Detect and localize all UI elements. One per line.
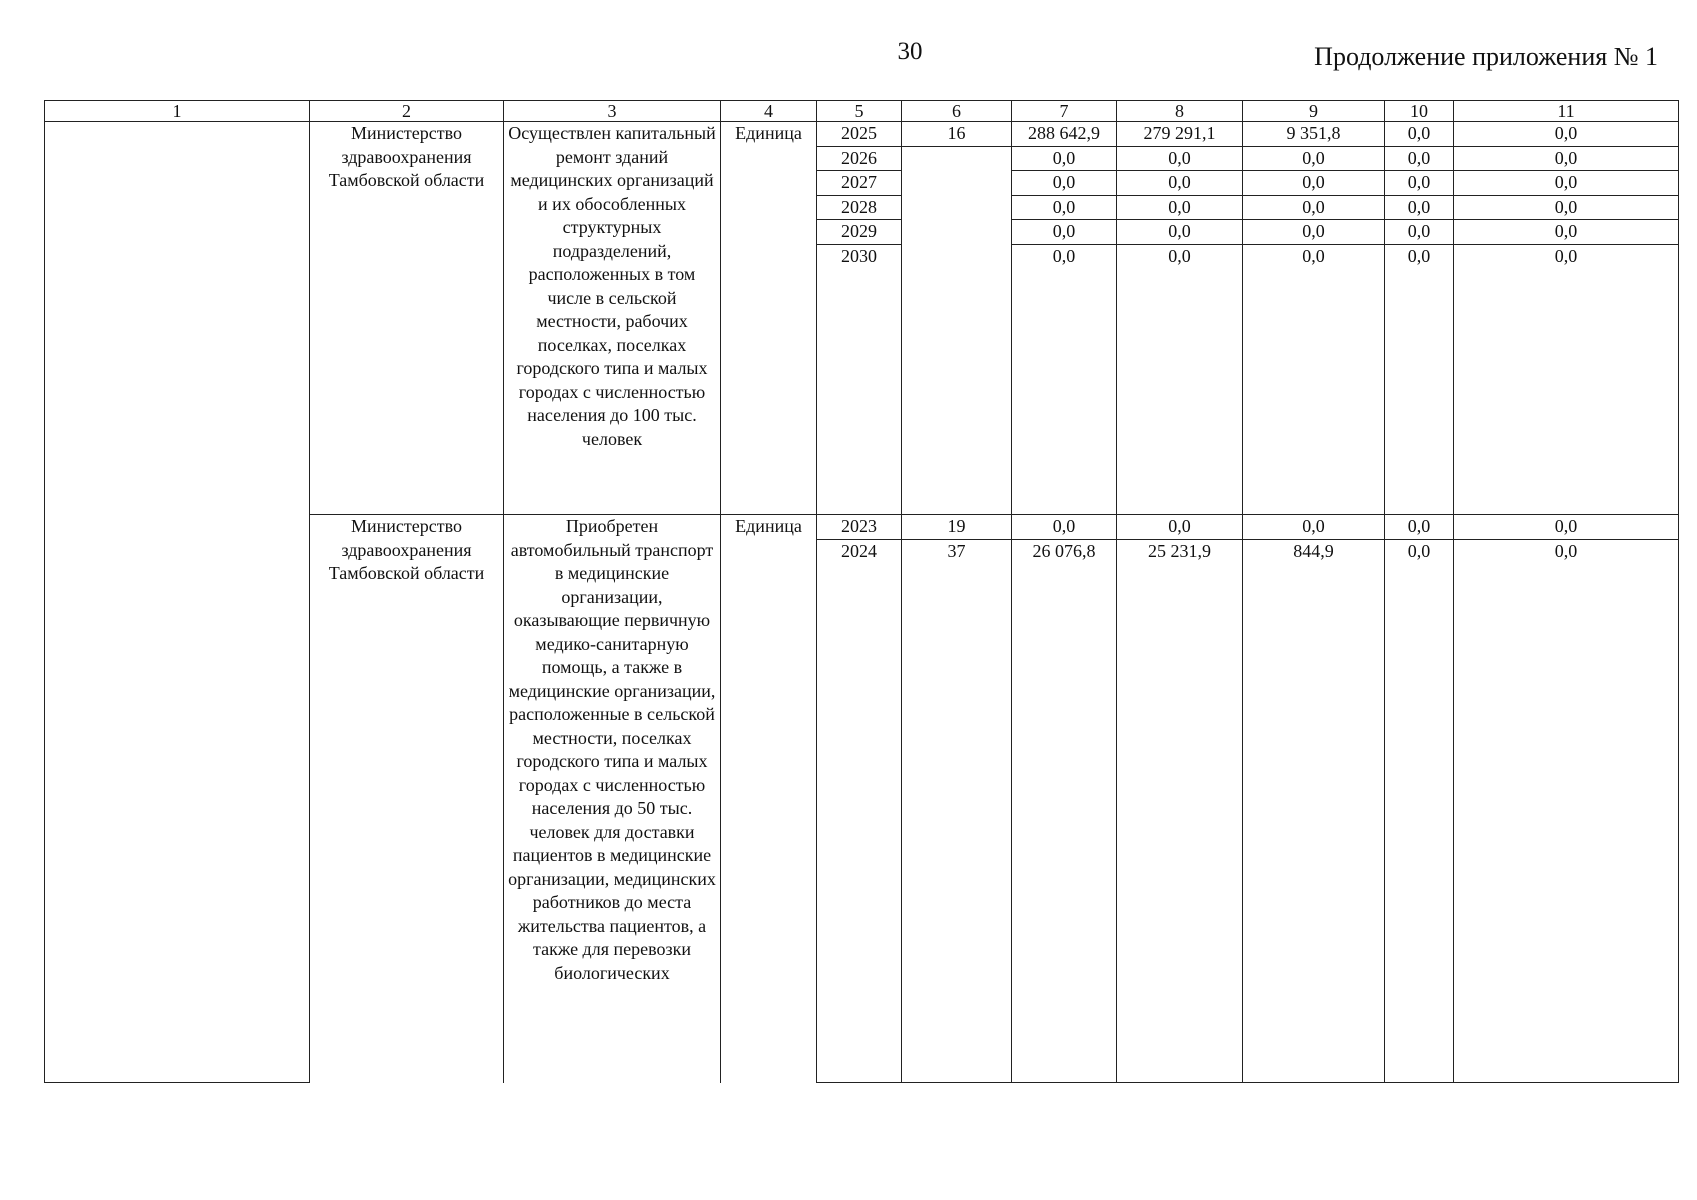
federal-cell: 0,0 bbox=[1117, 195, 1243, 220]
column-header: 11 bbox=[1454, 101, 1679, 122]
column-header: 5 bbox=[817, 101, 902, 122]
total-cell: 0,0 bbox=[1012, 244, 1117, 268]
other-cell: 0,0 bbox=[1454, 220, 1679, 245]
column-number-row bbox=[45, 101, 1679, 122]
total-cell: 26 076,8 bbox=[1012, 539, 1117, 563]
filler-cell bbox=[1012, 563, 1117, 1082]
filler-cell bbox=[902, 268, 1012, 515]
year-cell: 2028 bbox=[817, 195, 902, 220]
other-cell: 0,0 bbox=[1454, 171, 1679, 196]
regional-cell: 0,0 bbox=[1243, 244, 1385, 268]
total-cell: 0,0 bbox=[1012, 171, 1117, 196]
municipal-cell: 0,0 bbox=[1385, 171, 1454, 196]
column-header: 10 bbox=[1385, 101, 1454, 122]
regional-cell: 0,0 bbox=[1243, 146, 1385, 171]
column-header: 4 bbox=[721, 101, 817, 122]
description-cell: Приобретен автомобильный транспорт в медицинские организации, оказывающие первичную медико-санитарную помощь, а также в медицинские организации, расположенные в сельской местности, поселках городского типа и малых городах с численностью населения до 50 тыс. человек для доставки пациентов в медицинские организации, медицинских работников до места жительства пациентов, а также для перевозки биологических bbox=[504, 515, 721, 1083]
other-cell: 0,0 bbox=[1454, 539, 1679, 563]
bottom-edge-cell bbox=[1454, 1082, 1679, 1083]
filler-cell bbox=[1385, 268, 1454, 515]
table-row bbox=[45, 122, 1679, 147]
year-cell: 2024 bbox=[817, 539, 902, 563]
organization-cell: Министерство здравоохранения Тамбовской области bbox=[310, 515, 504, 1083]
filler-cell bbox=[1454, 563, 1679, 1082]
column-header: 7 bbox=[1012, 101, 1117, 122]
municipal-cell: 0,0 bbox=[1385, 539, 1454, 563]
filler-cell bbox=[1117, 268, 1243, 515]
quantity-cell: 16 bbox=[902, 122, 1012, 147]
description-cell: Осуществлен капитальный ремонт зданий медицинских организаций и их обособленных структурных подразделений, расположенных в том числе в сельской местности, рабочих поселках, поселках городского типа и малых городах с численностью населения до 100 тыс. человек bbox=[504, 122, 721, 515]
regional-cell: 0,0 bbox=[1243, 220, 1385, 245]
filler-cell bbox=[1454, 268, 1679, 515]
municipal-cell: 0,0 bbox=[1385, 195, 1454, 220]
federal-cell: 0,0 bbox=[1117, 220, 1243, 245]
column-header: 6 bbox=[902, 101, 1012, 122]
other-cell: 0,0 bbox=[1454, 244, 1679, 268]
filler-cell bbox=[1117, 563, 1243, 1082]
quantity-cell: 19 bbox=[902, 515, 1012, 540]
total-cell: 0,0 bbox=[1012, 220, 1117, 245]
bottom-edge-cell bbox=[902, 1082, 1012, 1083]
federal-cell: 0,0 bbox=[1117, 146, 1243, 171]
filler-cell bbox=[1243, 563, 1385, 1082]
total-cell: 0,0 bbox=[1012, 195, 1117, 220]
federal-cell: 0,0 bbox=[1117, 171, 1243, 196]
federal-cell: 25 231,9 bbox=[1117, 539, 1243, 563]
filler-cell bbox=[1012, 268, 1117, 515]
federal-cell: 0,0 bbox=[1117, 244, 1243, 268]
quantity-cell: 37 bbox=[902, 539, 1012, 563]
continuation-title: Продолжение приложения № 1 bbox=[1314, 42, 1658, 71]
filler-cell bbox=[1385, 563, 1454, 1082]
total-cell: 0,0 bbox=[1012, 515, 1117, 540]
municipal-cell: 0,0 bbox=[1385, 146, 1454, 171]
year-cell: 2023 bbox=[817, 515, 902, 540]
year-cell: 2026 bbox=[817, 146, 902, 171]
total-cell: 288 642,9 bbox=[1012, 122, 1117, 147]
federal-cell: 279 291,1 bbox=[1117, 122, 1243, 147]
filler-cell bbox=[902, 563, 1012, 1082]
total-cell: 0,0 bbox=[1012, 146, 1117, 171]
year-cell: 2025 bbox=[817, 122, 902, 147]
row-group-cell bbox=[45, 122, 310, 1083]
page-number: 30 bbox=[897, 38, 923, 65]
regional-cell: 844,9 bbox=[1243, 539, 1385, 563]
organization-cell: Министерство здравоохранения Тамбовской области bbox=[310, 122, 504, 515]
federal-cell: 0,0 bbox=[1117, 515, 1243, 540]
filler-cell bbox=[1243, 268, 1385, 515]
column-header: 8 bbox=[1117, 101, 1243, 122]
column-header: 3 bbox=[504, 101, 721, 122]
year-cell: 2029 bbox=[817, 220, 902, 245]
bottom-edge-cell bbox=[1117, 1082, 1243, 1083]
other-cell: 0,0 bbox=[1454, 515, 1679, 540]
filler-cell bbox=[817, 268, 902, 515]
other-cell: 0,0 bbox=[1454, 195, 1679, 220]
regional-cell: 0,0 bbox=[1243, 171, 1385, 196]
regional-cell: 0,0 bbox=[1243, 515, 1385, 540]
data-table bbox=[44, 100, 1679, 1083]
bottom-edge-cell bbox=[1243, 1082, 1385, 1083]
bottom-edge-cell bbox=[817, 1082, 902, 1083]
other-cell: 0,0 bbox=[1454, 146, 1679, 171]
column-header: 1 bbox=[45, 101, 310, 122]
regional-cell: 9 351,8 bbox=[1243, 122, 1385, 147]
column-header: 9 bbox=[1243, 101, 1385, 122]
municipal-cell: 0,0 bbox=[1385, 515, 1454, 540]
year-cell: 2030 bbox=[817, 244, 902, 268]
regional-cell: 0,0 bbox=[1243, 195, 1385, 220]
municipal-cell: 0,0 bbox=[1385, 244, 1454, 268]
other-cell: 0,0 bbox=[1454, 122, 1679, 147]
unit-cell: Единица bbox=[721, 515, 817, 1083]
unit-cell: Единица bbox=[721, 122, 817, 515]
municipal-cell: 0,0 bbox=[1385, 220, 1454, 245]
bottom-edge-cell bbox=[1012, 1082, 1117, 1083]
year-cell: 2027 bbox=[817, 171, 902, 196]
quantity-cell bbox=[902, 146, 1012, 268]
bottom-edge-cell bbox=[1385, 1082, 1454, 1083]
municipal-cell: 0,0 bbox=[1385, 122, 1454, 147]
filler-cell bbox=[817, 563, 902, 1082]
column-header: 2 bbox=[310, 101, 504, 122]
